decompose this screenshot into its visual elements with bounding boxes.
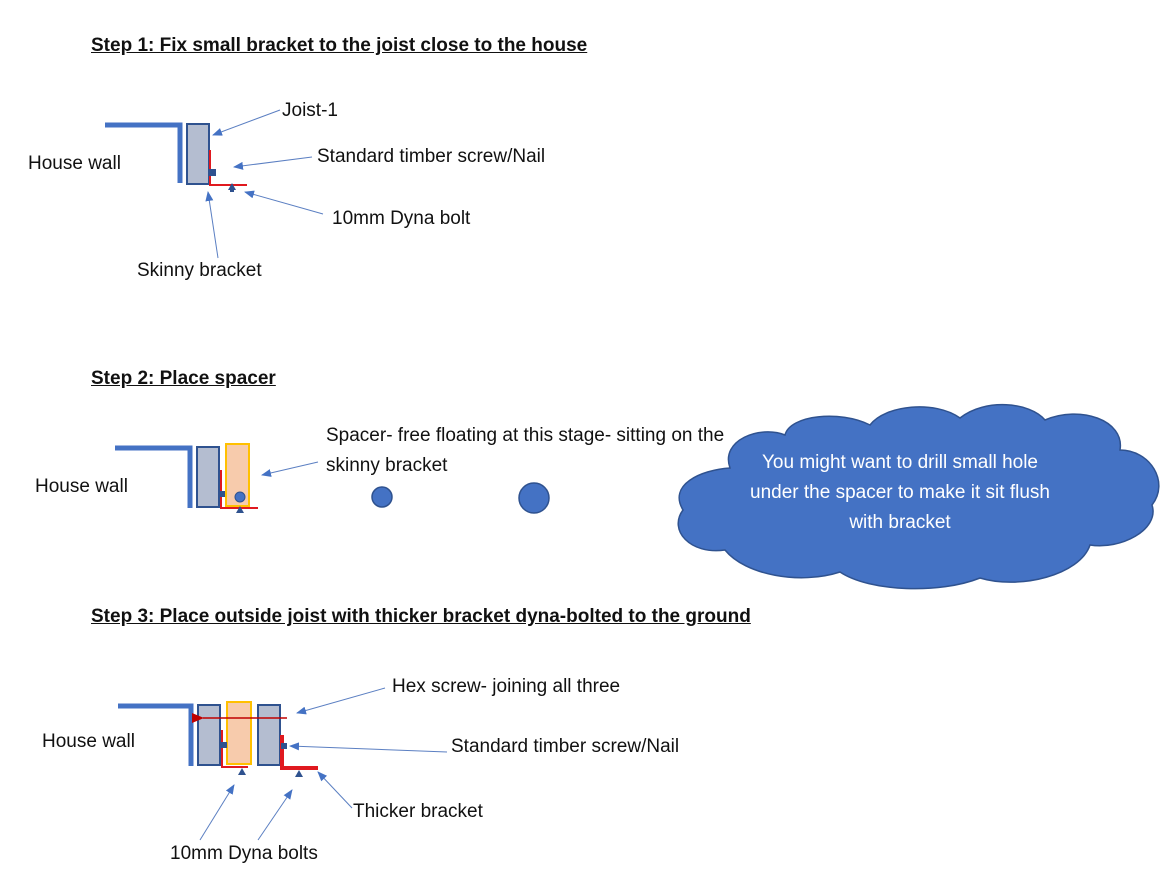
joist-2-shape-3	[258, 705, 280, 765]
pointer-thicker-bracket	[318, 772, 352, 808]
step1-bracket-label: Skinny bracket	[137, 260, 262, 281]
screw-2	[219, 491, 225, 497]
screw-1	[209, 169, 216, 176]
thought-bubble-medium	[519, 483, 549, 513]
pointer-screw-3	[290, 746, 447, 752]
pointer-bolt-3b	[258, 790, 292, 840]
step1-assembly	[105, 110, 323, 258]
step3-heading: Step 3: Place outside joist with thicker bracket dyna-bolted to the ground	[91, 606, 751, 627]
step1-house-wall-label: House wall	[28, 153, 121, 174]
step2-house-wall-label: House wall	[35, 476, 128, 497]
bolt-3b	[295, 770, 303, 777]
step3-house-wall-label: House wall	[42, 731, 135, 752]
thicker-bracket	[282, 735, 318, 768]
drill-hole	[235, 492, 245, 502]
step3-bracket-label: Thicker bracket	[353, 801, 483, 822]
step1-heading: Step 1: Fix small bracket to the joist close to the house	[91, 35, 588, 56]
screw-3b	[281, 743, 287, 749]
cloud-callout-text: You might want to drill small hole under the spacer to make it sit flush with bracket	[750, 452, 1050, 533]
skinny-bracket-1	[210, 150, 247, 185]
step3-screw-label: Standard timber screw/Nail	[451, 736, 680, 757]
step2-heading: Step 2: Place spacer	[91, 368, 276, 389]
pointer-bracket-1	[208, 192, 218, 258]
joist-1-shape-3	[198, 705, 220, 765]
screw-3a	[221, 742, 227, 748]
pointer-bolt-3a	[200, 785, 234, 840]
step3-hex-screw-label: Hex screw- joining all three	[392, 676, 621, 697]
spacer-shape-3	[227, 702, 251, 764]
step3-bolts-label: 10mm Dyna bolts	[170, 843, 318, 864]
pointer-screw-1	[234, 157, 312, 167]
thought-bubble-small	[372, 487, 392, 507]
joist-1-shape	[187, 124, 209, 184]
joist-2-shape	[197, 447, 219, 507]
pointer-hex-screw	[297, 688, 385, 713]
pointer-spacer	[262, 462, 318, 475]
pointer-joist-1	[213, 110, 280, 135]
step2-spacer-label: Spacer- free floating at this stage- sitting on the skinny bracket	[326, 425, 725, 476]
step1-joist-label: Joist-1	[282, 100, 338, 121]
step1-screw-label: Standard timber screw/Nail	[317, 146, 546, 167]
bolt-3a	[238, 768, 246, 775]
step1-bolt-label: 10mm Dyna bolt	[332, 208, 471, 229]
pointer-bolt-1	[245, 192, 323, 214]
